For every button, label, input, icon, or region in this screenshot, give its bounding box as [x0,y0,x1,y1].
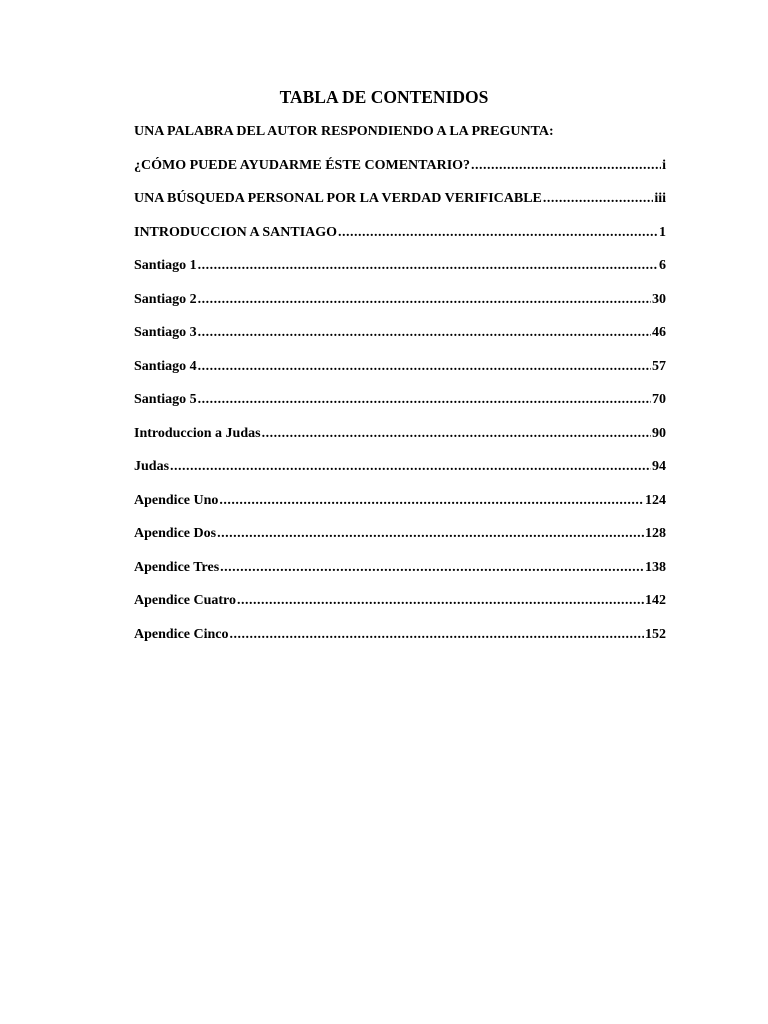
toc-entry[interactable] [134,524,666,558]
toc-entry[interactable] [134,457,666,491]
toc-entry-page: 6 [659,258,666,273]
toc-entry[interactable] [134,491,666,525]
toc-entry-page: 128 [645,526,666,541]
toc-entry-label: Introduccion a Judas [134,425,261,441]
dot-leader [262,424,651,444]
toc-entry-page: 30 [652,291,666,307]
toc-entry[interactable] [134,357,666,391]
dot-leader [198,390,651,410]
toc-entry[interactable] [134,290,666,324]
toc-entry-label: ¿CÓMO PUEDE AYUDARME ÉSTE COMENTARIO? [134,157,471,173]
toc-entry-label: Apendice Uno [134,492,219,508]
toc-entry[interactable] [134,223,666,257]
toc-entry[interactable] [134,390,666,424]
toc-entry-page: 142 [645,593,666,608]
toc-entry-page: 152 [645,626,666,642]
toc-entry-page: 138 [645,559,666,575]
toc-entry[interactable] [134,591,666,625]
dot-leader [338,223,658,243]
toc-entry[interactable] [134,156,666,190]
dot-leader [471,156,661,176]
toc-entry-page: 1 [659,224,666,240]
toc-entry-page: 70 [652,392,666,407]
toc-entry[interactable] [134,558,666,592]
dot-leader [198,290,651,310]
dot-leader [230,625,645,645]
dot-leader [198,256,658,276]
toc-entry-label: Santiago 2 [134,291,197,307]
dot-leader [170,457,651,477]
toc-entry-page: 90 [652,425,666,441]
dot-leader [237,591,644,611]
toc-entry-page: 46 [652,325,666,340]
toc-entry-page: i [662,157,666,173]
toc-entry-label: Apendice Tres [134,559,220,575]
table-of-contents [134,122,666,658]
dot-leader [219,491,644,511]
toc-entry-label: Santiago 1 [134,258,197,273]
toc-entry[interactable] [134,625,666,659]
toc-entry-label: Apendice Cuatro [134,593,237,608]
toc-heading-line: UNA PALABRA DEL AUTOR RESPONDIENDO A LA PREGUNTA: [134,124,554,139]
toc-entry-page: 124 [645,492,666,508]
toc-entry-page: iii [654,191,666,206]
toc-entry-label: Judas [134,459,170,474]
toc-entry-label: INTRODUCCION A SANTIAGO [134,224,338,240]
page-title: TABLA DE CONTENIDOS [279,87,489,107]
dot-leader [198,323,651,343]
toc-entry-label: UNA BÚSQUEDA PERSONAL POR LA VERDAD VERIFICABLE [134,191,542,206]
dot-leader [198,357,651,377]
toc-entry[interactable] [134,323,666,357]
toc-entry[interactable] [134,424,666,458]
dot-leader [220,558,644,578]
dot-leader [217,524,644,544]
toc-entry-label: Apendice Dos [134,526,217,541]
toc-entry[interactable] [134,256,666,290]
toc-entry-page: 57 [652,358,666,374]
toc-entry-label: Santiago 4 [134,358,197,374]
toc-entry-label: Apendice Cinco [134,626,229,642]
toc-entry-label: Santiago 5 [134,392,197,407]
toc-entry-label: Santiago 3 [134,325,197,340]
dot-leader [543,189,653,209]
toc-entry[interactable] [134,189,666,223]
toc-entry-page: 94 [652,459,666,474]
